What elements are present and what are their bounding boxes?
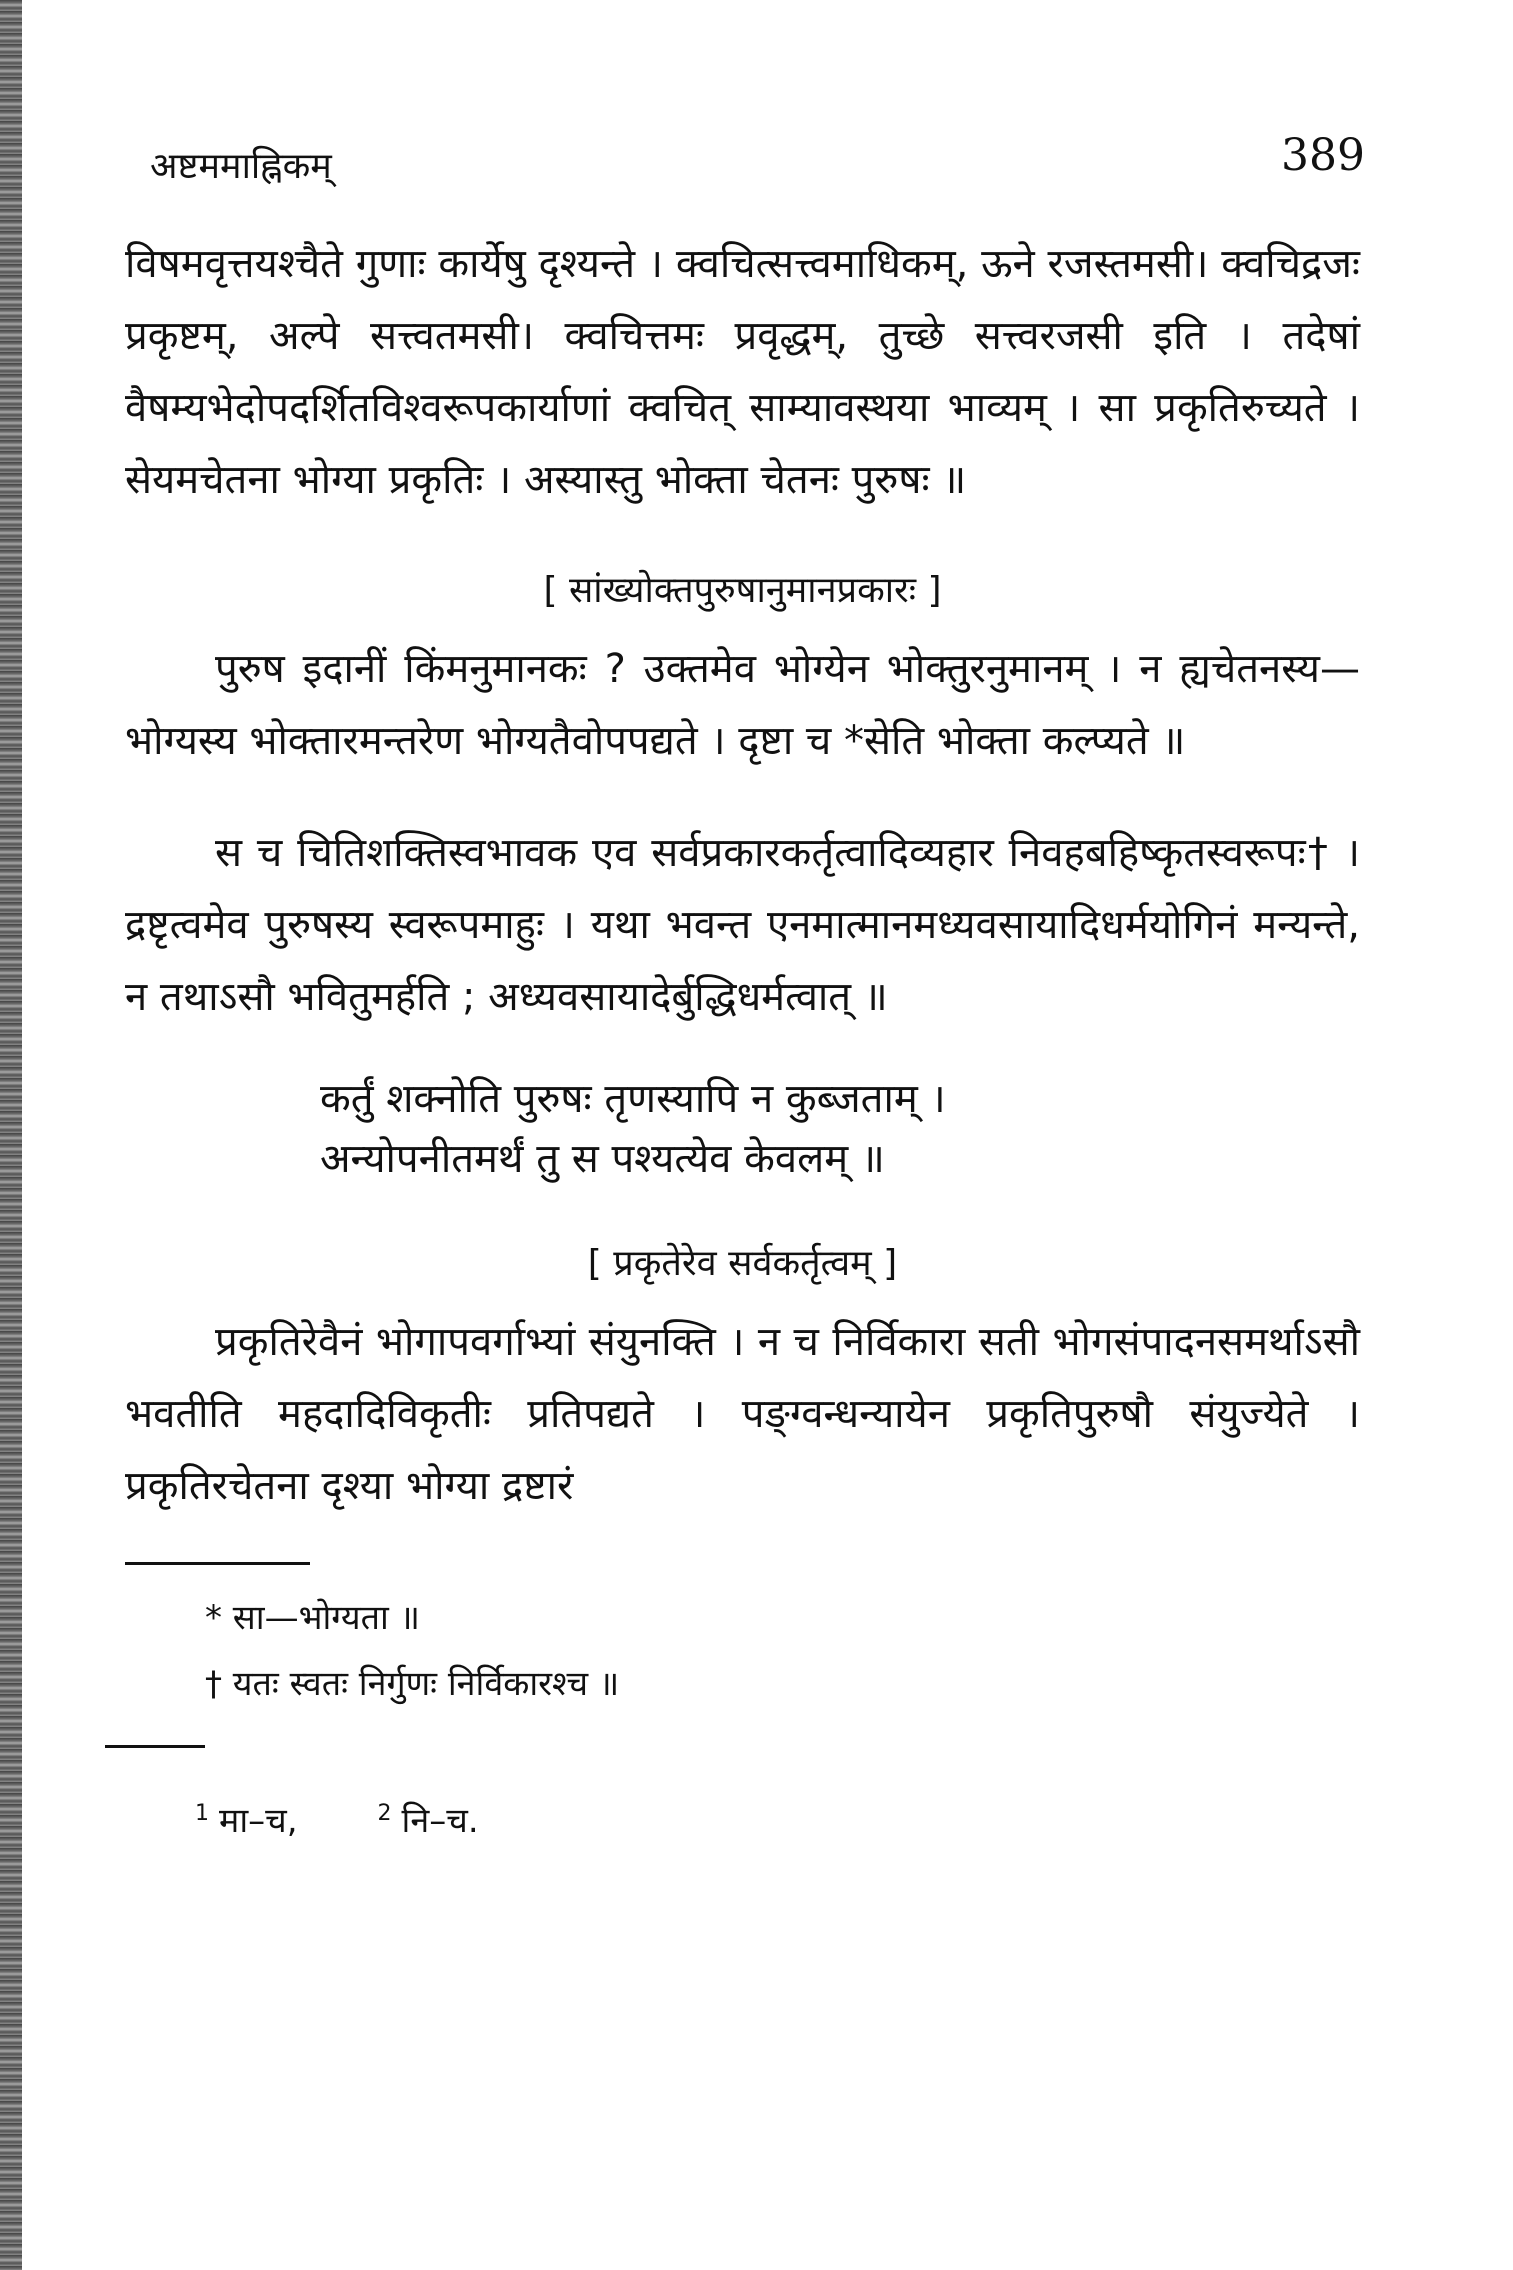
verse-line-1: कर्तुं शक्नोति पुरुषः तृणस्यापि न कुब्जताम् । <box>320 1076 946 1122</box>
page-binding-edge <box>0 0 22 2270</box>
footnote-separator <box>125 1562 310 1565</box>
book-page <box>125 130 1365 1842</box>
section-heading-purusha-inference: [ सांख्योक्तपुरुषानुमानप्रकारः ] <box>543 570 942 611</box>
section-heading-prakriti-agency: [ प्रकृतेरेव सर्वकर्तृत्वम् ] <box>587 1243 898 1284</box>
page-number: 389 <box>1281 130 1365 181</box>
paragraph-2: पुरुष इदानीं किंमनुमानकः ? उक्तमेव भोग्येन भोक्तुरनुमानम् । न ह्यचेतनस्य—भोग्यस्य भोक्तारमन्तरेण भोग्यतैवोपपद्यते । दृष्टा च *सेति भोक्ता कल्प्यते ॥ <box>125 646 1360 764</box>
variant-2-text: नि–च. <box>401 1801 479 1841</box>
footnote-star: * सा—भोग्यता ॥ <box>205 1598 420 1638</box>
paragraph-4: प्रकृतिरेवैनं भोगापवर्गाभ्यां संयुनक्ति । न च निर्विकारा सती भोगसंपादनसमर्थाऽसौ भवतीति महदादिविकृतीः प्रतिपद्यते । पङ्ग्वन्धन्यायेन प्रकृतिपुरुषौ संयुज्येते । प्रकृतिरचेतना दृश्या भोग्या द्रष्टारं <box>125 1319 1360 1509</box>
footnote-dagger: † यतः स्वतः निर्गुणः निर्विकारश्च ॥ <box>205 1664 620 1704</box>
variant-2 <box>378 1796 479 1842</box>
variant-2-mark: 2 <box>377 1800 392 1826</box>
footnotes <box>205 1585 1360 1717</box>
variants-separator <box>105 1745 205 1748</box>
verse-line-2: अन्योपनीतमर्थं तु स पश्यत्येव केवलम् ॥ <box>320 1136 885 1182</box>
variant-1 <box>195 1796 298 1842</box>
running-head-title: अष्टममाह्निकम् <box>150 146 332 187</box>
paragraph-3: स च चितिशक्तिस्वभावक एव सर्वप्रकारकर्तृत्वादिव्यहार निवहबहिष्कृतस्वरूपः† । द्रष्टृत्वमेव पुरुषस्य स्वरूपमाहुः । यथा भवन्त एनमात्मानमध्यवसायादिधर्मयोगिनं मन्यन्ते, न तथाऽसौ भवितुमर्हति ; अध्यवसायादेर्बुद्धिधर्मत्वात् ॥ <box>125 830 1360 1020</box>
paragraph-1: विषमवृत्तयश्चैते गुणाः कार्येषु दृश्यन्ते । क्वचित्सत्त्वमाधिकम्, ऊने रजस्तमसी। क्वचिद्रजः प्रकृष्टम्, अल्पे सत्त्वतमसी। क्वचित्तमः प्रवृद्धम्, तुच्छे सत्त्वरजसी इति । तदेषां वैषम्यभेदोपदर्शितविश्वरूपकार्याणां क्वचित् साम्यावस्थया भाव्यम् । सा प्रकृतिरुच्यते । सेयमचेतना भोग्या प्रकृतिः । अस्यास्तु भोक्ता चेतनः पुरुषः ॥ <box>125 241 1360 503</box>
running-head <box>125 130 1365 200</box>
variant-1-mark: 1 <box>195 1800 209 1826</box>
variant-1-text: मा–च, <box>219 1801 298 1841</box>
verse-block <box>320 1069 1360 1189</box>
textual-variants <box>195 1796 1360 1842</box>
